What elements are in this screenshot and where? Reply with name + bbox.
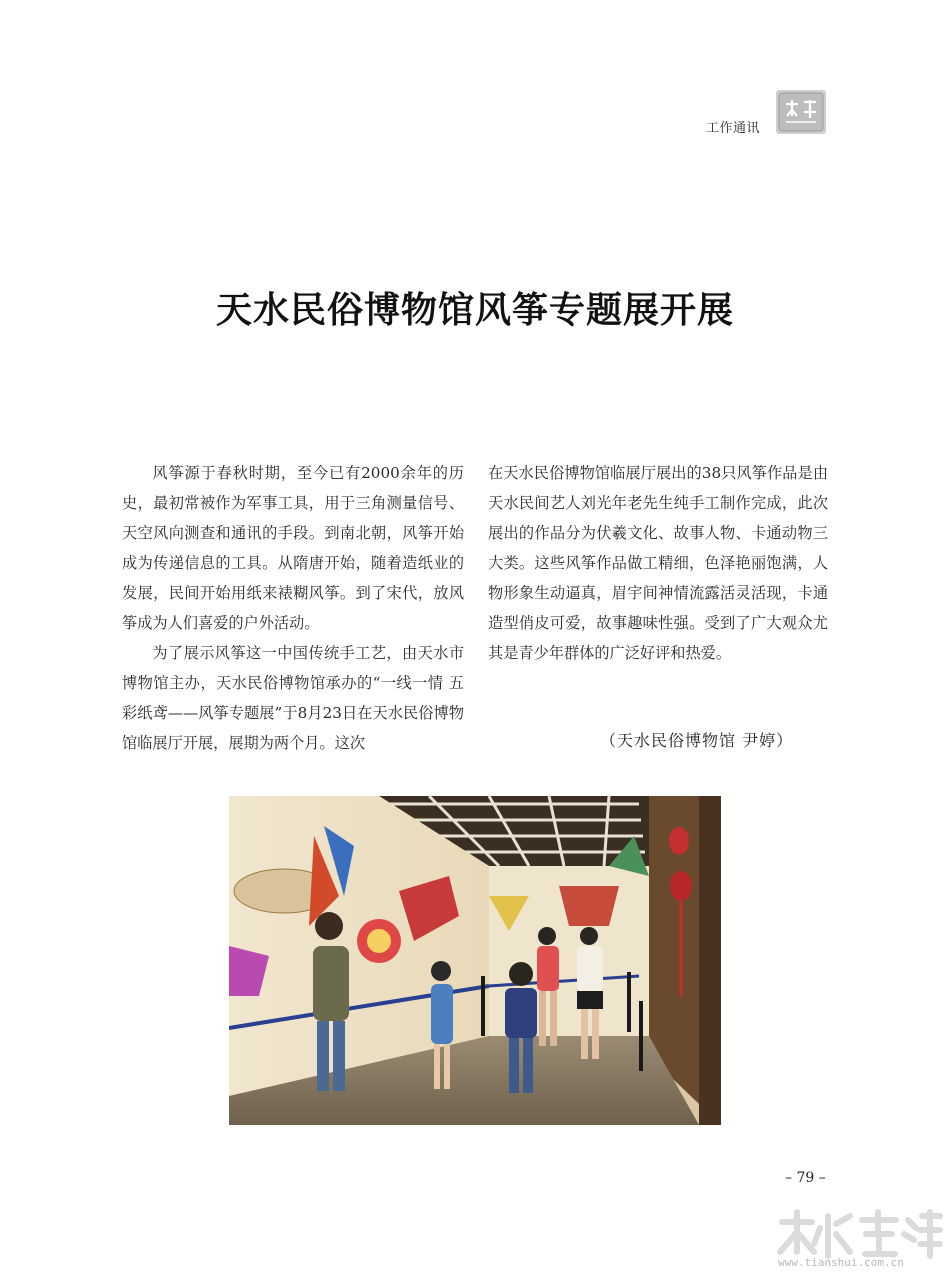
text-line: 丽饱满，人物形象生动逼真，眉宇间神情流露活 <box>488 554 829 602</box>
text-line: 成，此次展出的作品分为伏羲文化、故事人物、卡 <box>488 494 829 542</box>
paragraph-1 <box>122 458 464 638</box>
exhibition-photo <box>229 796 721 1125</box>
article-column-right <box>488 458 828 668</box>
paragraph-2 <box>122 638 464 758</box>
article-title: 天水民俗博物馆风筝专题展开展 <box>215 289 734 331</box>
text-line: 天空风向测查和通讯的手段。到南北朝，风筝开 <box>122 524 449 542</box>
text-line: 热爱。 <box>685 644 731 662</box>
text-line: 为了展示风筝这一中国传统手工艺，由天水 <box>152 644 449 662</box>
author-signature: （天水民俗博物馆 尹婷） <box>600 731 794 750</box>
text-line: 代，放风筝成为人们喜爱的户外活动。 <box>122 584 464 632</box>
text-line: 市博物馆主办，天水民俗博物馆承办的“一线一 <box>122 644 464 692</box>
text-line: 到了广大观众尤其是青少年群体的广泛好评和 <box>488 614 829 662</box>
text-line: 史，最初常被作为军事工具，用于三角测量信号、 <box>122 494 464 512</box>
watermark-url: www.tianshui.com.cn <box>778 1256 904 1269</box>
text-line: 是由天水民间艺人刘光年老先生纯手工制作完 <box>488 464 829 512</box>
text-line: 灵活现，卡通造型俏皮可爱，故事趣味性强。受 <box>488 584 829 632</box>
text-line: 风筝源于春秋时期，至今已有2000余年的历 <box>152 464 464 482</box>
text-line: 情 五彩纸鸢——风筝专题展”于8月23日在天 <box>122 674 464 722</box>
page-number: – 79 – <box>785 1170 826 1186</box>
text-line: 水民俗博物馆临展厅开展，展期为两个月。这次 <box>122 704 465 752</box>
seal-logo-icon <box>776 90 826 134</box>
article-column-left <box>122 458 464 758</box>
paragraph-3 <box>488 458 828 668</box>
section-label: 工作通讯 <box>706 121 761 136</box>
text-line: 始成为传递信息的工具。从隋唐开始，随着造纸 <box>122 524 464 572</box>
text-line: 业的发展，民间开始用纸来裱糊风筝。到了宋 <box>122 554 464 602</box>
text-line: 在天水民俗博物馆临展厅展出的38只风筝作品 <box>488 464 798 482</box>
text-line: 通动物三大类。这些风筝作品做工精细，色泽艳 <box>488 524 829 572</box>
